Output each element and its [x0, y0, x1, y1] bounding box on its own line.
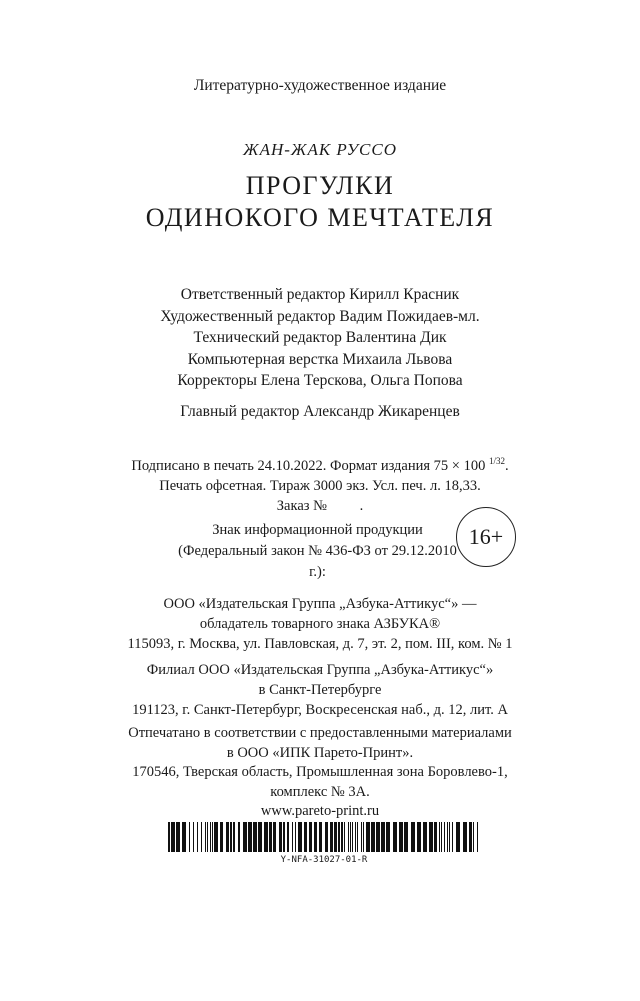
credit-line: Технический редактор Валентина Дик [193, 329, 447, 346]
barcode-bar [287, 822, 289, 852]
barcode-bar [366, 822, 370, 852]
barcode-bar [304, 822, 307, 852]
credit-line: Ответственный редактор Кирилл Красник [180, 286, 460, 303]
barcode-bar [230, 822, 232, 852]
barcode-bar [279, 822, 282, 852]
barcode-bar [325, 822, 328, 852]
publisher-line: обладатель товарного знака АЗБУКА® [199, 616, 441, 632]
barcode-bar [393, 822, 397, 852]
barcode-bar [447, 822, 448, 852]
barcode-bar [212, 822, 213, 852]
publisher-line: 115093, г. Москва, ул. Павловская, д. 7, эт. 2, пом. III, ком. № 1 [127, 636, 513, 652]
branch-line: Филиал ООО «Издательская Группа „Азбука-Аттикус“» [146, 662, 494, 678]
barcode-bar [434, 822, 437, 852]
barcode-bar [473, 822, 474, 852]
barcode-bar [463, 822, 467, 852]
age-rating-badge: 16+ [456, 507, 516, 567]
book-title [0, 170, 640, 234]
genre-line: Литературно-художественное издание [193, 77, 447, 94]
barcode-bar [319, 822, 322, 852]
barcode-bar [273, 822, 276, 852]
barcode-bar [371, 822, 375, 852]
author-name: ЖАН-ЖАК РУССО [243, 140, 397, 159]
branch-line: в Санкт-Петербурге [258, 682, 382, 698]
barcode-bar [226, 822, 229, 852]
branch-line: 191123, г. Санкт-Петербург, Воскресенская наб., д. 12, лит. А [132, 702, 508, 718]
barcode-bar [363, 822, 364, 852]
printer-line: комплекс № 3А. [270, 783, 370, 800]
title-line-1: ПРОГУЛКИ [245, 171, 395, 200]
chief-editor: Главный редактор Александр Жикаренцев [180, 403, 460, 420]
format-fraction: 1/32 [488, 456, 505, 466]
barcode-bar [248, 822, 252, 852]
printer-block [0, 724, 640, 822]
barcode-bar [417, 822, 421, 852]
barcode-bar [361, 822, 362, 852]
title-line-2: ОДИНОКОГО МЕЧТАТЕЛЯ [145, 203, 495, 232]
barcode-bar [444, 822, 445, 852]
barcode-bar [238, 822, 240, 852]
barcode-bar [201, 822, 202, 852]
punct: . [505, 457, 509, 474]
barcode-image [168, 822, 480, 852]
order-number: Заказ № . [276, 497, 364, 514]
print-date-format: Подписано в печать 24.10.2022. Формат издания 75 × 100 [131, 457, 489, 474]
barcode-bar [381, 822, 385, 852]
barcode-bar [441, 822, 442, 852]
barcode-bar [344, 822, 345, 852]
barcode-bar [350, 822, 351, 852]
barcode-bar [269, 822, 272, 852]
barcode-bar [189, 822, 190, 852]
barcode-bar [233, 822, 235, 852]
barcode-bar [429, 822, 433, 852]
barcode-bar [205, 822, 206, 852]
credit-line: Корректоры Елена Терскова, Ольга Попова [177, 372, 463, 389]
barcode-bar [220, 822, 223, 852]
credit-line: Художественный редактор Вадим Пожидаев-мл. [160, 307, 480, 325]
barcode-bar [348, 822, 349, 852]
publisher-line: ООО «Издательская Группа „Азбука-Аттикус“» — [163, 596, 477, 612]
printer-website: www.pareto-print.ru [260, 803, 380, 819]
barcode-bar [292, 822, 293, 852]
barcode-bar [449, 822, 450, 852]
barcode-bar [295, 822, 296, 852]
barcode-bar [176, 822, 180, 852]
barcode-bar [171, 822, 175, 852]
barcode-bar [253, 822, 257, 852]
barcode-bar [309, 822, 312, 852]
publisher-block [0, 594, 640, 654]
barcode-bar [210, 822, 211, 852]
info-sign-line-2: (Федеральный закон № 436-ФЗ от 29.12.2010 г.): [178, 543, 457, 580]
barcode-bar [352, 822, 353, 852]
barcode-bar [330, 822, 333, 852]
barcode-bar [341, 822, 343, 852]
barcode-bar [182, 822, 186, 852]
barcode-bar [386, 822, 390, 852]
print-info-line-2: Печать офсетная. Тираж 3000 экз. Усл. печ. л. 18,33. [159, 477, 481, 494]
barcode-bar [243, 822, 247, 852]
barcode-bar [404, 822, 408, 852]
barcode-bar [197, 822, 198, 852]
barcode-bar [334, 822, 337, 852]
barcode-bar [168, 822, 170, 852]
barcode-bar [423, 822, 427, 852]
barcode-bar [452, 822, 453, 852]
branch-block [0, 660, 640, 720]
barcode-bar [357, 822, 358, 852]
barcode-bar [283, 822, 285, 852]
barcode-bar [338, 822, 340, 852]
barcode-bar [207, 822, 208, 852]
barcode-bar [258, 822, 262, 852]
info-sign-line-1: Знак информационной продукции [212, 522, 423, 538]
barcode-bar [411, 822, 415, 852]
barcode-bar [193, 822, 194, 852]
barcode-bar [439, 822, 440, 852]
barcode-bar [264, 822, 268, 852]
print-info [0, 451, 640, 516]
barcode-code: Y-NFA-31027-01-R [280, 855, 368, 865]
print-info-line-1 [0, 451, 640, 476]
credit-line: Компьютерная верстка Михаила Львова [187, 350, 453, 368]
barcode-bar [376, 822, 380, 852]
barcode-bar [456, 822, 460, 852]
barcode-bar [399, 822, 403, 852]
barcode-bar [314, 822, 317, 852]
printer-line: 170546, Тверская область, Промышленная зона Боровлево-1, [132, 764, 508, 780]
barcode-bar [214, 822, 218, 852]
barcode-bar [298, 822, 302, 852]
info-sign-text [175, 520, 460, 583]
barcode-bar [477, 822, 478, 852]
barcode-bar [469, 822, 472, 852]
barcode-bar [355, 822, 356, 852]
credits [0, 284, 640, 392]
printer-line: в ООО «ИПК Парето-Принт». [226, 744, 414, 761]
printer-line: Отпечатано в соответствии с предоставленными материалами [128, 725, 512, 741]
